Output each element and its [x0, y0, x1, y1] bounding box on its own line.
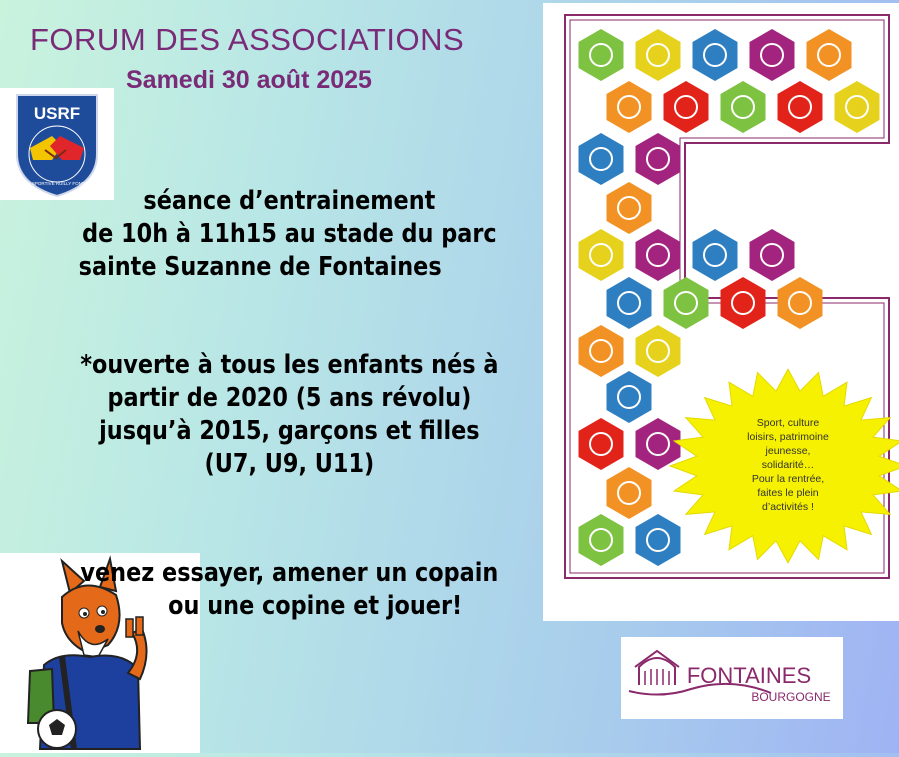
music-icon	[664, 277, 709, 329]
town-region: BOURGOGNE	[751, 690, 831, 704]
burst-line-2: loisirs, patrimoine	[747, 431, 829, 443]
stopwatch-icon	[778, 81, 823, 133]
eligibility-line-2: partir de 2020 (5 ans révolu)	[107, 383, 472, 414]
rugby-ball-icon	[750, 229, 795, 281]
baseball-icon	[636, 514, 681, 566]
target-icon	[579, 29, 624, 81]
ping-pong-icon	[636, 133, 681, 185]
net-icon	[579, 229, 624, 281]
fontaines-logo	[621, 637, 843, 719]
burst-line-5: Pour la rentrée,	[751, 473, 825, 485]
hat-icon	[693, 229, 738, 281]
eligibility-info	[46, 349, 533, 481]
badminton-icon	[835, 81, 880, 133]
eligibility-line-1: *ouverte à tous les enfants nés à	[80, 350, 499, 380]
hand-grip-icon	[636, 229, 681, 281]
burst-line-7: d’activités !	[762, 501, 814, 513]
bowling-icon	[579, 514, 624, 566]
burst-line-4: solidarité…	[761, 459, 815, 471]
pull-up-bar-icon	[778, 277, 823, 329]
forum-title: FORUM DES ASSOCIATIONS	[30, 22, 465, 57]
yin-yang-icon	[607, 277, 652, 329]
shuttlecock-icon	[607, 467, 652, 519]
burst-line-6: faites le plein	[757, 487, 819, 499]
eligibility-line-4: (U7, U9, U11)	[204, 449, 375, 480]
eligibility-line-3: jusqu’à 2015, garçons et filles	[99, 416, 480, 447]
club-full-name: UNION SPORTIVE RUILLY FONTAINES	[16, 181, 98, 186]
session-info	[46, 185, 533, 284]
activities-panel	[543, 3, 899, 621]
helmet-icon	[579, 133, 624, 185]
volleyball-icon	[607, 81, 652, 133]
cricket-icon	[721, 277, 766, 329]
skateboard-icon	[807, 29, 852, 81]
session-line-2: de 10h à 11h15 au stade du parc	[82, 219, 497, 250]
burst-line-1: Sport, culture	[756, 417, 820, 429]
club-logo	[0, 88, 114, 200]
town-name: FONTAINES	[686, 663, 812, 688]
invite-info	[46, 557, 533, 623]
session-line-1: séance d’entrainement	[143, 186, 436, 216]
jump-rope-icon	[636, 29, 681, 81]
event-date: Samedi 30 août 2025	[126, 66, 372, 94]
target-icon	[579, 418, 624, 470]
music-icon	[607, 182, 652, 234]
basketball-icon	[636, 418, 681, 470]
session-line-3: sainte Suzanne de Fontaines	[78, 252, 442, 283]
circle-icon	[607, 371, 652, 423]
whistle-icon	[693, 29, 738, 81]
invite-line-2: ou une copine et jouer!	[168, 591, 463, 622]
dumbbell-icon	[664, 81, 709, 133]
burst-line-3: jeunesse,	[765, 445, 811, 457]
boxing-glove-icon	[579, 325, 624, 377]
soccer-ball-icon	[750, 29, 795, 81]
invite-line-1: venez essayer, amener un copain	[80, 558, 499, 588]
tennis-racket-icon	[721, 81, 766, 133]
club-abbrev: USRF	[33, 104, 81, 123]
activities-illustration	[543, 3, 899, 621]
basketball-hoop-icon	[636, 325, 681, 377]
